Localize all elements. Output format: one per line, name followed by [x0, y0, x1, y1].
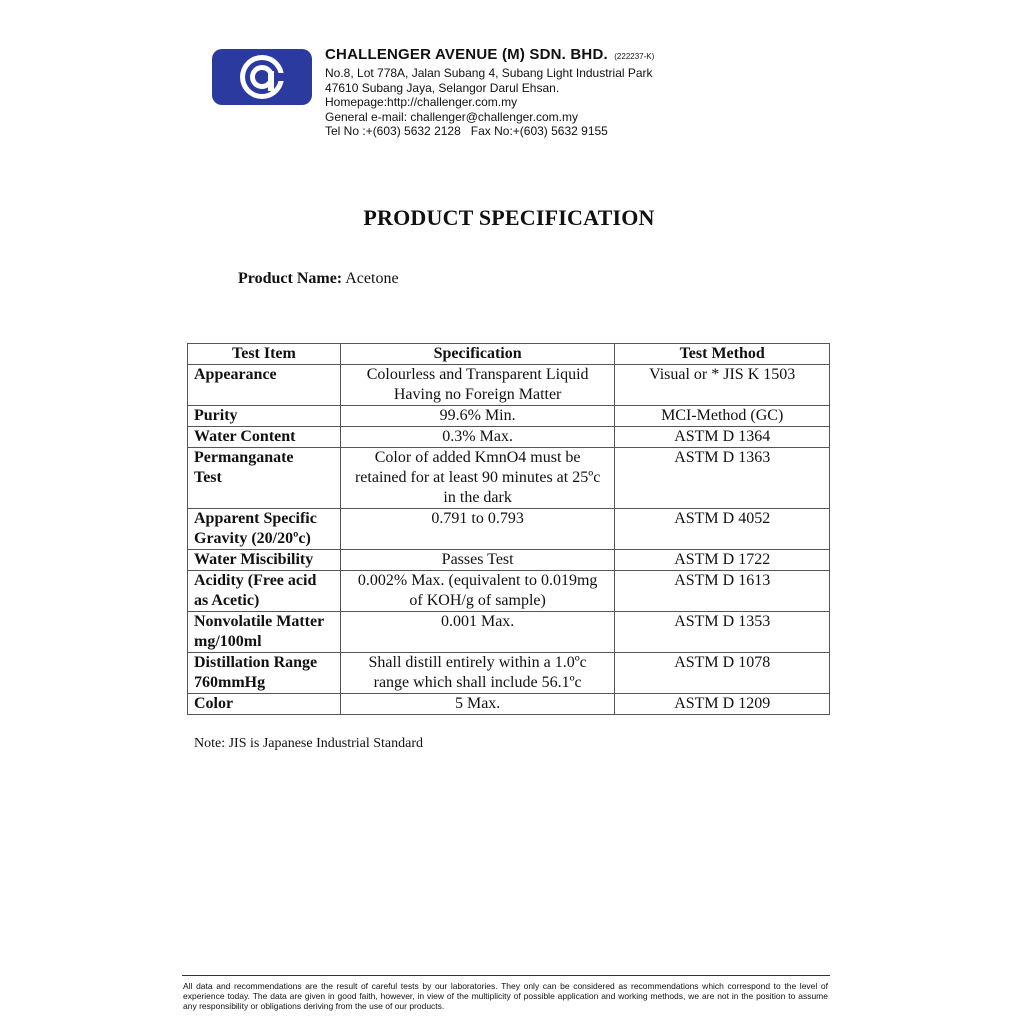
cell-line: Color of added KmnO4 must be: [374, 449, 581, 466]
cell-line: 0.791 to 0.793: [431, 510, 524, 527]
test-method-cell: [615, 653, 830, 694]
test-method-cell: [615, 365, 830, 406]
specification-table: [187, 343, 830, 715]
cell-line: Shall distill entirely within a 1.0ºc: [368, 654, 587, 671]
test-item-cell: [188, 653, 341, 694]
cell-line: 99.6% Min.: [439, 407, 516, 424]
table-row: [188, 509, 830, 550]
cell-line: 0.001 Max.: [440, 613, 515, 630]
disclaimer-text: All data and recommendations are the result of careful tests by our laboratories. They only can be considered as recommendations which correspond to the level of experience today. The data are given in good faith, however, in view of the multiplicity of possible application and working methods, we are not in the position to assume any responsibility or obligations deriving from the use of our products.: [183, 981, 828, 1011]
cell-line: Color: [194, 695, 234, 712]
specification-cell: [340, 406, 615, 427]
cell-line: Permanganate: [194, 449, 294, 466]
test-method-cell: [615, 448, 830, 509]
ca-logo-icon: [212, 49, 312, 105]
test-item-cell: [188, 448, 341, 509]
cell-line: as Acetic): [194, 592, 260, 609]
specification-cell: [340, 427, 615, 448]
jis-note: Note: JIS is Japanese Industrial Standard: [194, 736, 424, 751]
cell-line: ASTM D 1722: [674, 551, 771, 568]
table-body: [188, 365, 830, 715]
cell-line: ASTM D 1613: [674, 572, 771, 589]
cell-line: 0.3% Max.: [442, 428, 513, 445]
cell-line: 5 Max.: [454, 695, 501, 712]
product-name-label: Product Name:: [238, 270, 343, 287]
cell-line: ASTM D 1353: [674, 613, 771, 630]
test-item-cell: [188, 365, 341, 406]
specification-cell: [340, 571, 615, 612]
company-address-line-1: No.8, Lot 778A, Jalan Subang 4, Subang Light Industrial Park: [325, 66, 653, 80]
cell-line: ASTM D 4052: [674, 510, 771, 527]
cell-line: ASTM D 1209: [674, 695, 771, 712]
test-item-cell: [188, 427, 341, 448]
test-item-cell: [188, 612, 341, 653]
company-name: CHALLENGER AVENUE (M) SDN. BHD.: [325, 46, 608, 63]
cell-line: Having no Foreign Matter: [393, 386, 562, 403]
cell-line: Passes Test: [441, 551, 514, 568]
company-tel: Tel No :+(603) 5632 2128: [325, 124, 461, 138]
table-row: [188, 694, 830, 715]
specification-cell: [340, 653, 615, 694]
company-registration-number: (222237-K): [614, 52, 655, 61]
table-header-row: [188, 344, 830, 365]
test-method-cell: [615, 427, 830, 448]
test-method-cell: [615, 612, 830, 653]
table-row: [188, 406, 830, 427]
test-item-cell: [188, 550, 341, 571]
company-email: General e-mail: challenger@challenger.com.my: [325, 109, 578, 124]
header-specification: Specification: [340, 344, 615, 365]
test-method-cell: [615, 550, 830, 571]
specification-cell: [340, 550, 615, 571]
cell-line: Appearance: [194, 366, 277, 383]
cell-line: MCI-Method (GC): [661, 407, 784, 424]
cell-line: mg/100ml: [194, 633, 262, 650]
test-method-cell: [615, 571, 830, 612]
document-title: PRODUCT SPECIFICATION: [363, 205, 655, 230]
cell-line: ASTM D 1364: [674, 428, 771, 445]
cell-line: retained for at least 90 minutes at 25ºc: [354, 469, 601, 486]
test-item-cell: [188, 509, 341, 550]
cell-line: Apparent Specific: [194, 510, 317, 527]
test-method-cell: [615, 406, 830, 427]
test-item-cell: [188, 694, 341, 715]
cell-line: Distillation Range: [194, 654, 318, 671]
cell-line: 760mmHg: [194, 674, 266, 691]
table-row: [188, 365, 830, 406]
table-row: [188, 427, 830, 448]
specification-cell: [340, 509, 615, 550]
test-method-cell: [615, 694, 830, 715]
company-phone-fax: [325, 124, 654, 139]
company-info: [325, 46, 654, 139]
specification-cell: [340, 694, 615, 715]
table-row: [188, 571, 830, 612]
cell-line: Water Content: [194, 428, 296, 445]
cell-line: Water Miscibility: [194, 551, 314, 568]
table-row: [188, 653, 830, 694]
cell-line: 0.002% Max. (equivalent to 0.019mg: [357, 572, 598, 589]
cell-line: range which shall include 56.1ºc: [373, 674, 582, 691]
company-homepage: Homepage:http://challenger.com.my: [325, 95, 518, 109]
specification-cell: [340, 612, 615, 653]
specification-cell: [340, 448, 615, 509]
footer-divider: [182, 975, 830, 976]
cell-line: in the dark: [443, 489, 512, 506]
cell-line: ASTM D 1078: [674, 654, 771, 671]
test-method-cell: [615, 509, 830, 550]
specification-cell: [340, 365, 615, 406]
test-item-cell: [188, 571, 341, 612]
cell-line: Gravity (20/20ºc): [194, 530, 311, 547]
cell-line: Visual or * JIS K 1503: [649, 366, 796, 383]
cell-line: Acidity (Free acid: [194, 572, 317, 589]
cell-line: Test: [194, 469, 222, 486]
letterhead: [212, 46, 832, 141]
cell-line: Purity: [194, 407, 238, 424]
company-address-line-2: 47610 Subang Jaya, Selangor Darul Ehsan.: [325, 80, 560, 95]
header-test-method: Test Method: [615, 344, 830, 365]
test-item-cell: [188, 406, 341, 427]
cell-line: of KOH/g of sample): [409, 592, 546, 609]
table-row: [188, 612, 830, 653]
table-row: [188, 550, 830, 571]
header-test-item: Test Item: [188, 344, 341, 365]
product-name-value: Acetone: [345, 270, 399, 287]
product-name-line: [238, 270, 399, 288]
table-row: [188, 448, 830, 509]
cell-line: Nonvolatile Matter: [194, 613, 325, 630]
cell-line: Colourless and Transparent Liquid: [366, 366, 589, 383]
company-fax: Fax No:+(603) 5632 9155: [470, 124, 608, 138]
cell-line: ASTM D 1363: [674, 449, 771, 466]
